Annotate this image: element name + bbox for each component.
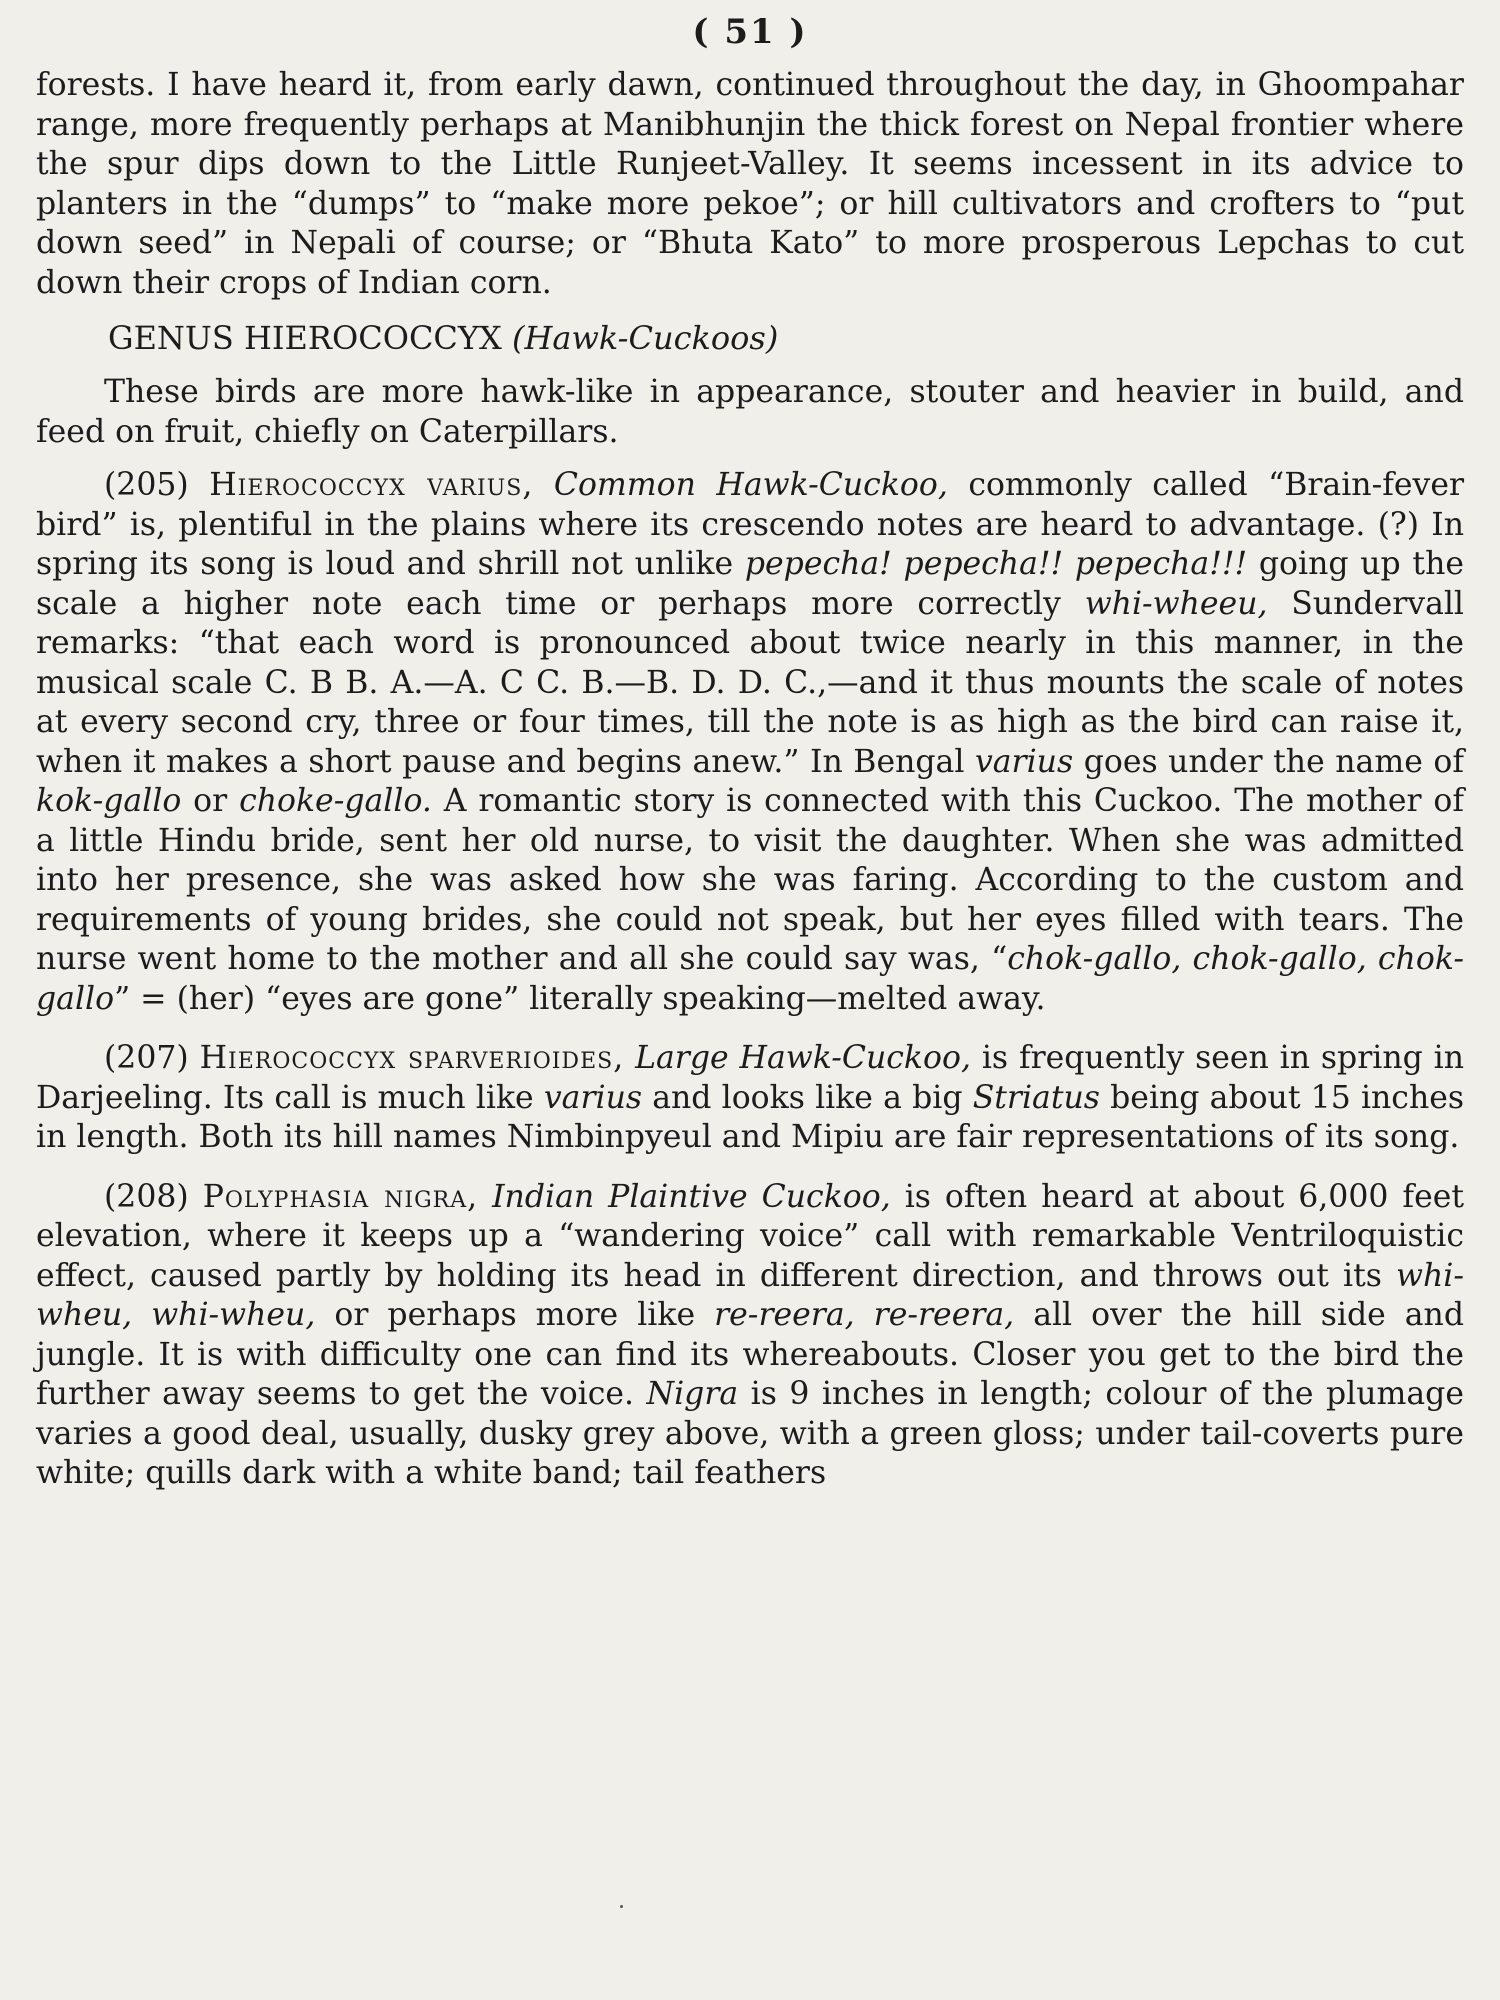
species-208-common-name: Indian Plaintive Cuckoo, — [492, 1178, 891, 1215]
species-207-text-2: and looks like a big — [652, 1079, 963, 1116]
species-207-entry — [36, 1039, 1464, 1158]
species-205-text-5: or — [193, 783, 228, 819]
species-208-name: Polyphasia nigra, — [202, 1178, 479, 1215]
genus-description: These birds are more hawk-like in appearance, stouter and heavier in build, and feed on fruit, chiefly on Caterpillars. — [36, 374, 1464, 450]
species-208-call-1: whi-wheu, whi-wheu, — [36, 1257, 1465, 1333]
page-number: ( 51 ) — [692, 12, 808, 52]
species-205-local-name-2: choke-gallo. — [239, 783, 432, 819]
species-208-text-3: all over the hill side and jungle. It is with difficulty one can find its whereabouts. Closer you get to the bird the further away seems to get the voice. — [36, 1297, 1464, 1412]
species-208-call-2: re-reera, re-reera, — [714, 1297, 1015, 1333]
species-208-nigra: Nigra — [646, 1376, 739, 1412]
species-208-text-2: or perhaps more like — [334, 1297, 696, 1333]
species-205-common-name: Common Hawk-Cuckoo, — [553, 467, 948, 503]
species-205-text-6: A romantic story is connected with this Cuckoo. The mother of a little Hindu bride, sent her old nurse, to visit the daughter. When she was admitted into her presence, she was asked how she was faring. According to the custom and requirements of young brides, she could not speak, but her eyes filled with tears. The nurse went home to the mother and all she could say was, “ — [36, 783, 1465, 977]
species-208-text-1: is often heard at about 6,000 feet elevation, where it keeps up a “wandering voice” call with remarkable Ventriloquistic effect, caused partly by holding its head in different direction, and throws out its — [36, 1178, 1465, 1294]
species-205-quote: chok-gallo, chok-gallo, chok-gallo — [36, 941, 1464, 1017]
genus-name: GENUS HIEROCOCCYX — [108, 319, 502, 357]
species-205-call-1: pepecha! pepecha!! pepecha!!! — [744, 546, 1248, 582]
species-205-call-2: whi-wheeu, — [1084, 585, 1268, 622]
species-207-text-3: being about 15 inches in length. Both its hill names Nimbinpyeul and Mipiu are fair representations of its song. — [36, 1079, 1465, 1155]
species-205-text-2: going up the scale a higher note each time or perhaps more correctly — [36, 546, 1464, 622]
species-208-number: (208) — [104, 1178, 189, 1215]
species-205-text-1: commonly called “Brain-fever bird” is, plentiful in the plains where its crescendo notes are heard to advantage. (?) In spring its song is loud and shrill not unlike — [36, 467, 1465, 582]
species-208-entry — [36, 1178, 1464, 1494]
species-205-varius: varius — [974, 743, 1074, 780]
genus-common-name: (Hawk-Cuckoos) — [511, 319, 779, 357]
ink-speck — [620, 1905, 623, 1908]
species-207-varius: varius — [543, 1079, 643, 1116]
species-207-common-name: Large Hawk-Cuckoo, — [635, 1040, 971, 1076]
paragraph-forests: forests. I have heard it, from early dawn, continued throughout the day, in Ghoompahar range, more frequently perhaps at Manibhunjin the thick forest on Nepal frontier where the spur dips down to the Little Runjeet-Valley. It seems incessent in its advice to planters in the “dumps” to “make more pekoe”; or hill cultivators and crofters to “put down seed” in Nepali of course; or “Bhuta Kato” to more prosperous Lepchas to cut down their crops of Indian corn. — [36, 67, 1464, 301]
species-205-name: Hierococcyx varius, — [209, 467, 534, 503]
species-205-number: (205) — [104, 467, 189, 503]
species-205-text-3: Sundervall remarks: “that each word is pronounced about twice nearly in this manner, in the musical scale C. B B. A.—A. C C. B.—B. D. D. C.,—and it thus mounts the scale of notes at every second cry, three or four times, till the note is as high as the bird can raise it, when it makes a short pause and begins anew.” In Bengal — [36, 585, 1465, 780]
species-205-entry — [36, 466, 1464, 1019]
species-207-number: (207) — [104, 1040, 189, 1076]
species-207-striatus: Striatus — [972, 1079, 1100, 1116]
species-207-name: Hierococcyx sparverioides, — [199, 1040, 625, 1076]
species-205-local-name-1: kok-gallo — [36, 783, 182, 819]
genus-heading — [108, 317, 1464, 359]
species-205-text-7: ” = (her) “eyes are gone” literally speaking—melted away. — [114, 980, 1046, 1017]
species-207-text-1: is frequently seen in spring in Darjeeling. Its call is much like — [36, 1040, 1465, 1116]
species-205-text-4: goes under the name of — [1083, 743, 1465, 780]
species-208-text-4: is 9 inches in length; colour of the plumage varies a good deal, usually, dusky grey above, with a green gloss; under tail-coverts pure white; quills dark with a white band; tail feathers — [36, 1376, 1464, 1491]
